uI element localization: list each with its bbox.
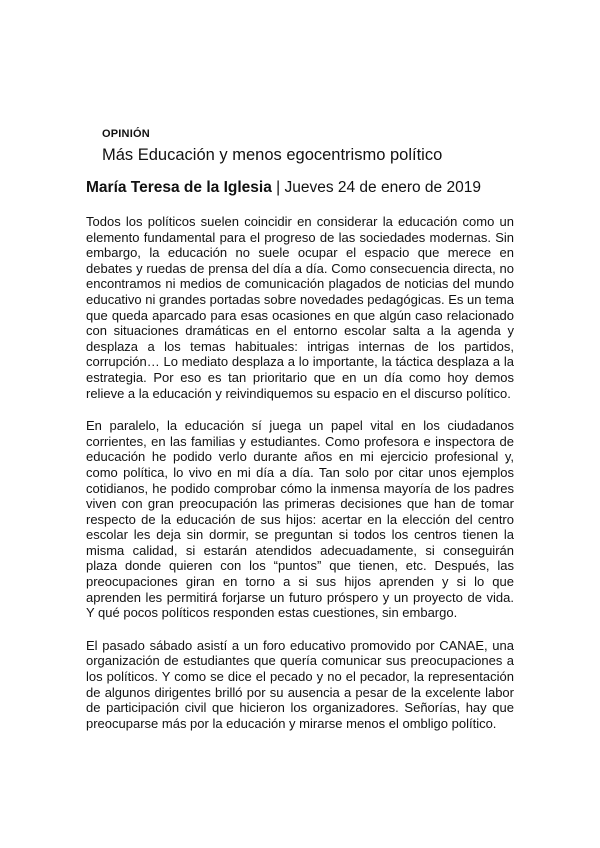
section-label: OPINIÓN <box>102 128 150 140</box>
article-body <box>86 214 514 748</box>
publication-date: Jueves 24 de enero de 2019 <box>284 179 481 196</box>
byline-separator: | <box>271 179 285 196</box>
article-headline: Más Educación y menos egocentrismo político <box>102 146 443 164</box>
author-name: María Teresa de la Iglesia <box>86 179 272 196</box>
byline <box>86 179 481 197</box>
article-paragraph-3: El pasado sábado asistí a un foro educativo promovido por CANAE, una organización de estudiantes que quería comunicar sus preocupaciones a los políticos. Y como se dice el pecado y no el pecador, la representación de algunos dirigentes brilló por su ausencia a pesar de la excelente labor de participación civil que hicieron los organizadores. Señorías, hay que preocuparse más por la educación y mirarse menos el ombligo político. <box>86 637 514 731</box>
article-paragraph-1: Todos los políticos suelen coincidir en considerar la educación como un elemento fundamental para el progreso de las sociedades modernas. Sin embargo, la educación no suele ocupar el espacio que merece en debates y ruedas de prensa del día a día. Como consecuencia directa, no encontramos ni medios de comunicación plagados de noticias del mundo educativo ni grandes portadas sobre novedades pedagógicas. Es un tema que queda aparcado para esas ocasiones en que algún caso relacionado con situaciones dramáticas en el entorno escolar salta a la agenda y desplaza a los temas habituales: intrigas internas de los partidos, corrupción… Lo mediato desplaza a lo importante, la táctica desplaza a la estrategia. Por eso es tan prioritario que en un día como hoy demos relieve a la educación y reivindiquemos su espacio en el discurso político. <box>86 214 514 401</box>
article-paragraph-2: En paralelo, la educación sí juega un papel vital en los ciudadanos corrientes, en las familias y estudiantes. Como profesora e inspectora de educación he podido verlo durante años en mi ejercicio profesional y, como política, lo vivo en mi día a día. Tan solo por citar unos ejemplos cotidianos, he podido comprobar cómo la inmensa mayoría de los padres viven con gran preocupación las primeras decisiones que han de tomar respecto de la educación de sus hijos: acertar en la elección del centro escolar les deja sin dormir, se preguntan si todos los centros tienen la misma calidad, si estarán atendidos adecuadamente, si conseguirán plaza donde quieren con los “puntos” que tienen, etc. Después, las preocupaciones giran en torno a si sus hijos aprenden y si lo que aprenden les permitirá forjarse un futuro próspero y un proyecto de vida. Y qué pocos políticos responden estas cuestiones, sin embargo. <box>86 418 514 621</box>
